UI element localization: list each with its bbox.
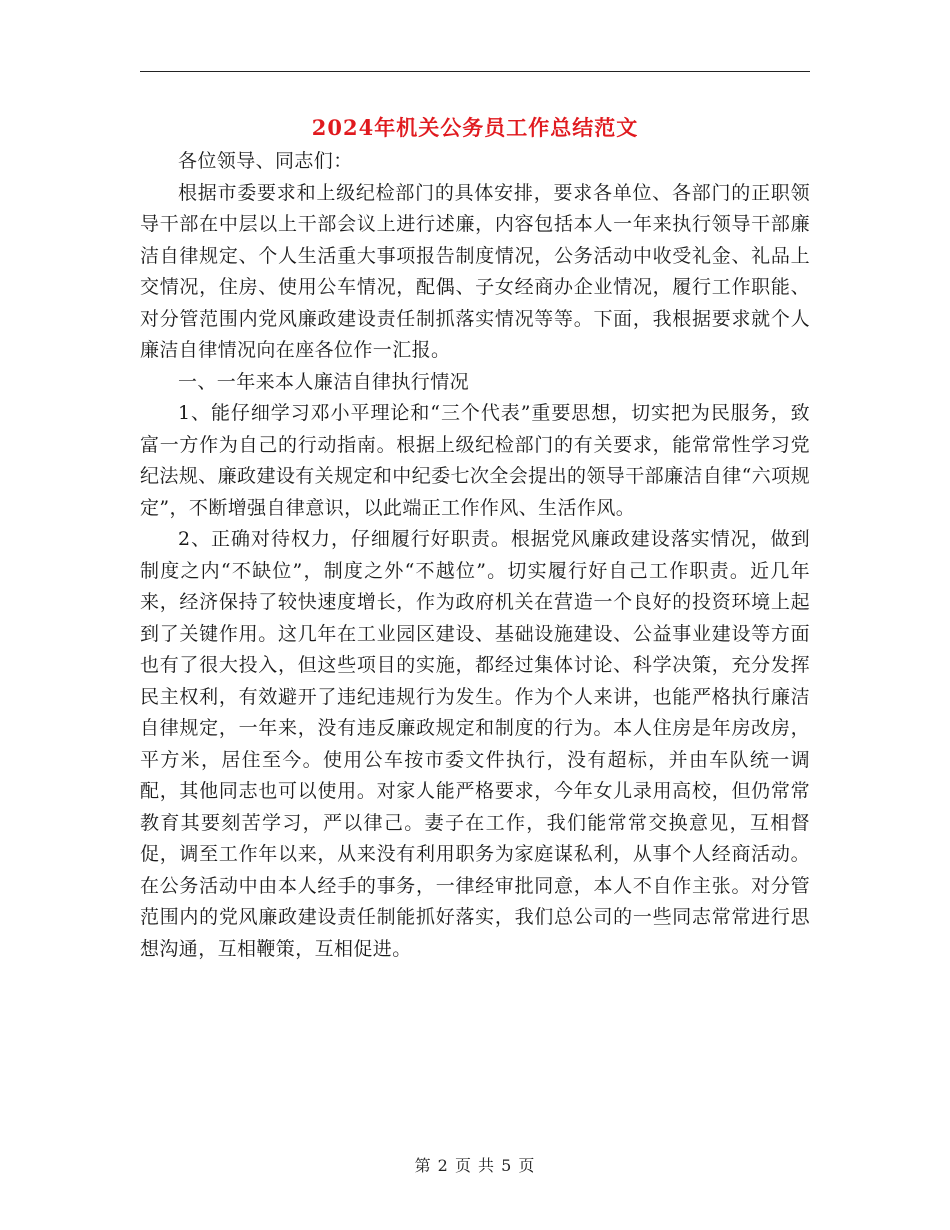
salutation-paragraph: 各位领导、同志们： <box>178 150 353 172</box>
point-2-paragraph: 2、正确对待权力，仔细履行好职责。根据党风廉政建设落实情况，做到制度之内“不缺位”，制度之外“不越位”。切实履行好自己工作职责。近几年来，经济保持了较快速度增长，作为政府机关在营造一个良好的投资环境上起到了关键作用。这几年在工业园区建设、基础设施建设、公益事业建设等方面也有了很大投入，但这些项目的实施，都经过集体讨论、科学决策，充分发挥民主权利，有效避开了违纪违规行为发生。作为个人来讲，也能严格执行廉洁自律规定，一年来，没有违反廉政规定和制度的行为。本人住房是年房改房，平方米，居住至今。使用公车按市委文件执行，没有超标，并由车队统一调配，其他同志也可以使用。对家人能严格要求，今年女儿录用高校，但仍常常教育其要刻苦学习，严以律己。妻子在工作，我们能常常交换意见，互相督促，调至工作年以来，从来没有利用职务为家庭谋私利，从事个人经商活动。在公务活动中由本人经手的事务，一律经审批同意，本人不自作主张。对分管范围内的党风廉政建设责任制能抓好落实，我们总公司的一些同志常常进行思想沟通，互相鞭策，互相促进。 <box>140 528 810 960</box>
page-number-footer: 第 2 页 共 5 页 <box>414 1156 536 1175</box>
document-body <box>140 146 810 965</box>
point-1-paragraph: 1、能仔细学习邓小平理论和“三个代表”重要思想，切实把为民服务，致富一方作为自己的行动指南。根据上级纪检部门的有关要求，能常常性学习党纪法规、廉政建设有关规定和中纪委七次全会提出的领导干部廉洁自律“六项规定”，不断增强自律意识，以此端正工作作风、生活作风。 <box>140 402 810 519</box>
section-heading: 一、一年来本人廉洁自律执行情况 <box>178 370 470 393</box>
header-rule <box>140 71 810 72</box>
intro-paragraph: 根据市委要求和上级纪检部门的具体安排，要求各单位、各部门的正职领导干部在中层以上干部会议上进行述廉，内容包括本人一年来执行领导干部廉洁自律规定、个人生活重大事项报告制度情况，公务活动中收受礼金、礼品上交情况，住房、使用公车情况，配偶、子女经商办企业情况，履行工作职能、对分管范围内党风廉政建设责任制抓落实情况等等。下面，我根据要求就个人廉洁自律情况向在座各位作一汇报。 <box>140 181 810 361</box>
document-title: 2024年机关公务员工作总结范文 <box>311 115 639 140</box>
